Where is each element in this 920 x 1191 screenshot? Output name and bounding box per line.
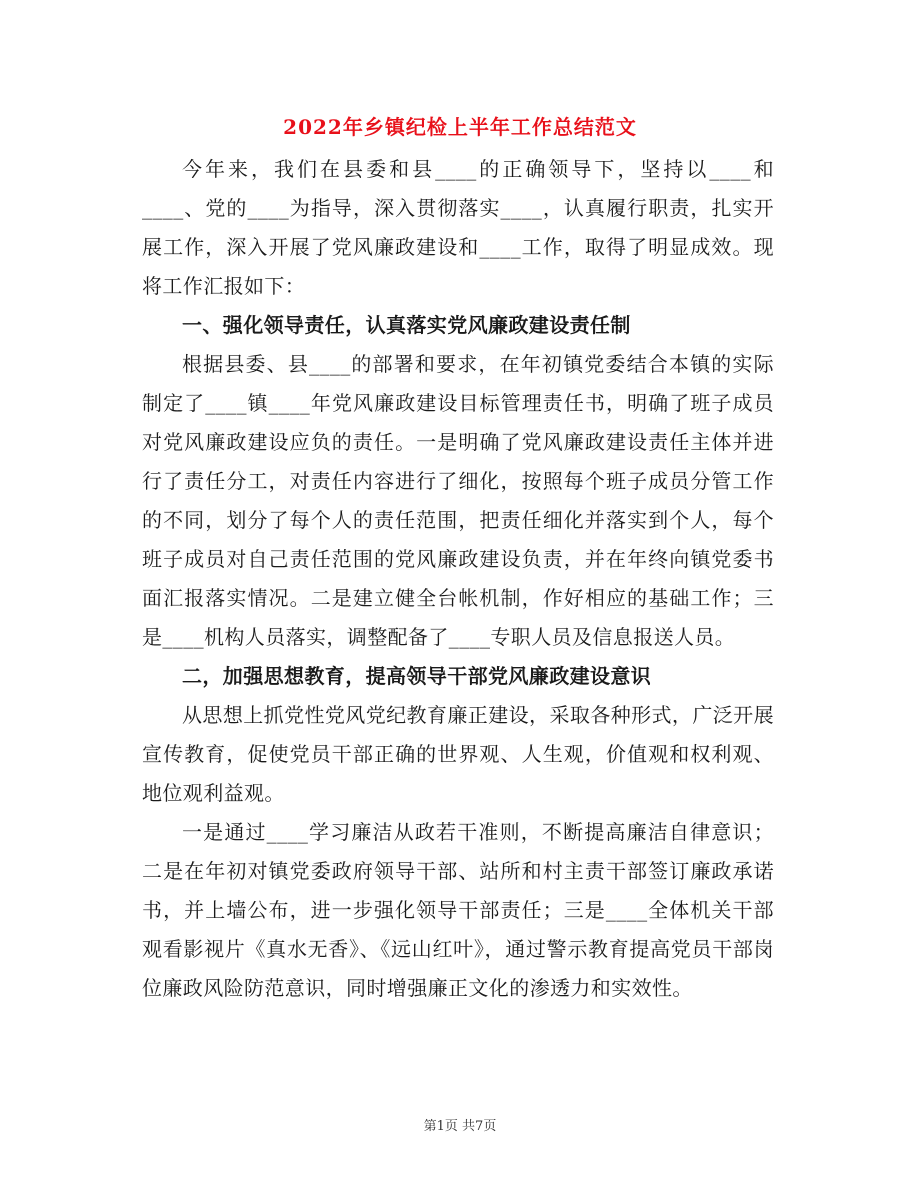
paragraph-section-2a: 从思想上抓党性党风党纪教育廉正建设，采取各种形式，广泛开展宣传教育，促使党员干部正确的世界观、人生观，价值观和权利观、地位观利益观。 (142, 703, 774, 805)
page-number: 第1页 共7页 (423, 1119, 497, 1134)
paragraph-intro: 今年来，我们在县委和县____的正确领导下，坚持以____和____、党的____为指导，深入贯彻落实____，认真履行职责，扎实开展工作，深入开展了党风廉政建设和____工作，取得了明显成效。现将工作汇报如下： (142, 157, 774, 298)
document-body (142, 150, 774, 1008)
paragraph-section-2b: 一是通过____学习廉洁从政若干准则，不断提高廉洁自律意识；二是在年初对镇党委政府领导干部、站所和村主责干部签订廉政承诺书，并上墙公布，进一步强化领导干部责任；三是____全体机关干部观看影视片《真水无香》、《远山红叶》，通过警示教育提高党员干部岗位廉政风险防范意识，同时增强廉正文化的渗透力和实效性。 (142, 820, 774, 1000)
section-heading-1: 一、强化领导责任，认真落实党风廉政建设责任制 (182, 313, 631, 337)
document-title: 2022年乡镇纪检上半年工作总结范文 (283, 115, 637, 139)
section-heading-2: 二，加强思想教育，提高领导干部党风廉政建设意识 (182, 664, 652, 688)
paragraph-section-1: 根据县委、县____的部署和要求，在年初镇党委结合本镇的实际制定了____镇____年党风廉政建设目标管理责任书，明确了班子成员对党风廉政建设应负的责任。一是明确了党风廉政建设责任主体并进行了责任分工，对责任内容进行了细化，按照每个班子成员分管工作的不同，划分了每个人的责任范围，把责任细化并落实到个人，每个班子成员对自己责任范围的党风廉政建设负责，并在年终向镇党委书面汇报落实情况。二是建立健全台帐机制，作好相应的基础工作；三是____机构人员落实，调整配备了____专职人员及信息报送人员。 (142, 352, 774, 649)
